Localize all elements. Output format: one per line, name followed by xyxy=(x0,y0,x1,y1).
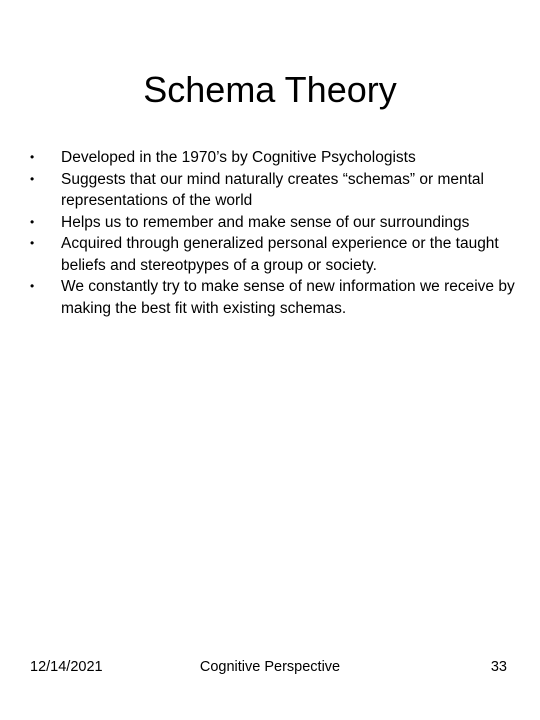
footer-title: Cognitive Perspective xyxy=(199,659,341,675)
bullet-point-icon: • xyxy=(30,171,35,186)
bullet-text: Developed in the 1970’s by Cognitive Psychologists xyxy=(61,149,416,166)
bullet-point-icon: • xyxy=(30,150,35,164)
slide-title: Schema Theory xyxy=(143,69,397,110)
bullet-text: Suggests that our mind naturally creates “schemas” or mental representations of the world xyxy=(61,170,484,209)
bullet-item xyxy=(30,147,520,169)
bullet-point-icon: • xyxy=(30,214,35,229)
bullet-point-icon: • xyxy=(30,236,35,250)
bullet-text: We constantly try to make sense of new information we receive by making the best fit with existing schemas. xyxy=(61,278,515,317)
bullet-text: Helps us to remember and make sense of our surroundings xyxy=(61,213,470,231)
bullet-list xyxy=(30,147,520,319)
footer-date: 12/14/2021 xyxy=(30,659,103,675)
slide-number: 33 xyxy=(490,659,507,675)
bullet-text: Acquired through generalized personal experience or the taught beliefs and stereotpypes of a group or society. xyxy=(61,235,499,274)
bullet-item xyxy=(30,276,520,319)
bullet-item xyxy=(30,212,520,234)
bullet-point-icon: • xyxy=(30,279,35,293)
bullet-item xyxy=(30,233,520,276)
bullet-item xyxy=(30,169,520,212)
